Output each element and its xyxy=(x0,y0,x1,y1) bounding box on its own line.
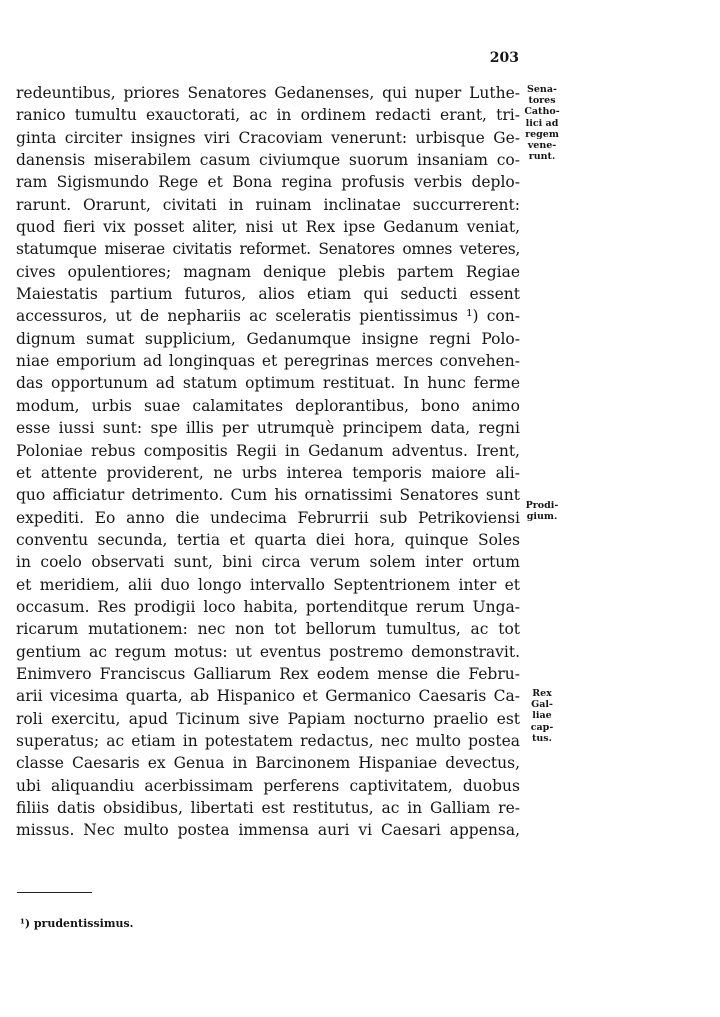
text-line: filiis datis obsidibus, libertati est restitutus, ac in Galliam re- xyxy=(16,799,520,817)
text-line: redeuntibus, priores Senatores Gedanenses, qui nuper Luthe- xyxy=(16,84,520,102)
margin-note-line: vene- xyxy=(527,140,557,152)
text-line: quod fieri vix posset aliter, nisi ut Rex ipse Gedanum veniat, xyxy=(16,218,520,237)
text-line: gentium ac regum motus: ut eventus postremo demonstravit. xyxy=(16,642,520,661)
text-line: superatus; ac etiam in potestatem redactus, nec multo postea xyxy=(16,731,520,750)
margin-note-senatores xyxy=(522,84,562,162)
text-line: expediti. Eo anno die undecima Februrrii sub Petrikoviensi xyxy=(16,508,520,527)
text-line: cives opulentiores; magnam denique plebis partem Regiae xyxy=(16,262,520,281)
text-line: modum, urbis suae calamitates deplorantibus, bono animo xyxy=(16,396,520,415)
margin-note-line: tores xyxy=(528,95,556,107)
text-line: esse iussi sunt: spe illis per utrumquè principem data, regni xyxy=(16,419,520,438)
text-line: conventu secunda, tertia et quarta diei hora, quinque Soles xyxy=(16,530,520,549)
text-line: ricarum mutationem: nec non tot bellorum tumultus, ac tot xyxy=(16,620,520,639)
margin-note-line: tus. xyxy=(532,732,552,744)
margin-note-line: Gal- xyxy=(531,699,553,711)
text-line: Poloniae rebus compositis Regii in Gedanum adventus. Irent, xyxy=(16,441,520,460)
text-line: rarunt. Orarunt, civitati in ruinam inclinatae succurrerent: xyxy=(16,195,520,214)
text-line: quo afficiatur detrimento. Cum his ornatissimi Senatores sunt xyxy=(16,486,520,505)
text-line: ranico tumultu exauctorati, ac in ordinem redacti erant, tri- xyxy=(16,106,520,125)
margin-note-line: lici ad xyxy=(525,117,559,129)
text-line: in coelo observati sunt, bini circa verum solem inter ortum xyxy=(16,553,520,572)
margin-note-rex-galliae xyxy=(522,688,562,744)
page-number: 203 xyxy=(489,50,519,66)
text-line: accessuros, ut de nephariis ac sceleratis pientissimus ¹) con- xyxy=(16,307,520,326)
margin-note-line: liae xyxy=(532,710,552,722)
margin-note-line: runt. xyxy=(528,151,556,163)
text-line: occasum. Res prodigii loco habita, portenditque rerum Unga- xyxy=(16,597,520,616)
margin-note-line: Sena- xyxy=(527,84,557,95)
margin-note-line: Prodi- xyxy=(525,500,559,511)
text-line: et meridiem, alii duo longo intervallo Septentrionem inter et xyxy=(16,575,520,594)
text-line: Enimvero Franciscus Galliarum Rex eodem mense die Febru- xyxy=(16,664,520,683)
text-line: danensis miserabilem casum civiumque suorum insaniam co- xyxy=(16,151,520,170)
text-line: dignum sumat supplicium, Gedanumque insigne regni Polo- xyxy=(16,329,520,348)
margin-note-prodigium xyxy=(522,500,562,522)
text-line: Maiestatis partium futuros, alios etiam qui seducti essent xyxy=(16,285,520,304)
margin-note-line: Catho- xyxy=(524,106,560,118)
text-line: et attente providerent, ne urbs interea temporis maiore ali- xyxy=(16,463,520,482)
footnote: ¹) prudentissimus. xyxy=(20,917,134,930)
text-line: missus. Nec multo postea immensa auri vi Caesari appensa, xyxy=(16,821,520,840)
margin-note-line: gium. xyxy=(526,511,558,523)
footnote-rule xyxy=(17,892,92,893)
text-line: ram Sigismundo Rege et Bona regina profusis verbis deplo- xyxy=(16,173,520,192)
text-line: das opportunum ad statum optimum restituat. In hunc ferme xyxy=(16,374,520,393)
text-line: statumque miserae civitatis reformet. Senatores omnes veteres, xyxy=(16,240,520,259)
text-line: ubi aliquandiu acerbissimam perferens captivitatem, duobus xyxy=(16,776,520,795)
text-line: niae emporium ad longinquas et peregrinas merces convehen- xyxy=(16,352,520,371)
margin-note-line: regem xyxy=(525,128,559,140)
body-text xyxy=(16,82,520,842)
margin-note-line: Rex xyxy=(532,688,552,699)
text-line: classe Caesaris ex Genua in Barcinonem Hispaniae devectus, xyxy=(16,754,520,773)
text-line: roli exercitu, apud Ticinum sive Papiam nocturno praelio est xyxy=(16,709,520,728)
text-line: arii vicesima quarta, ab Hispanico et Germanico Caesaris Ca- xyxy=(16,687,520,706)
text-line: ginta circiter insignes viri Cracoviam venerunt: urbisque Ge- xyxy=(16,128,520,147)
margin-note-line: cap- xyxy=(530,721,554,733)
